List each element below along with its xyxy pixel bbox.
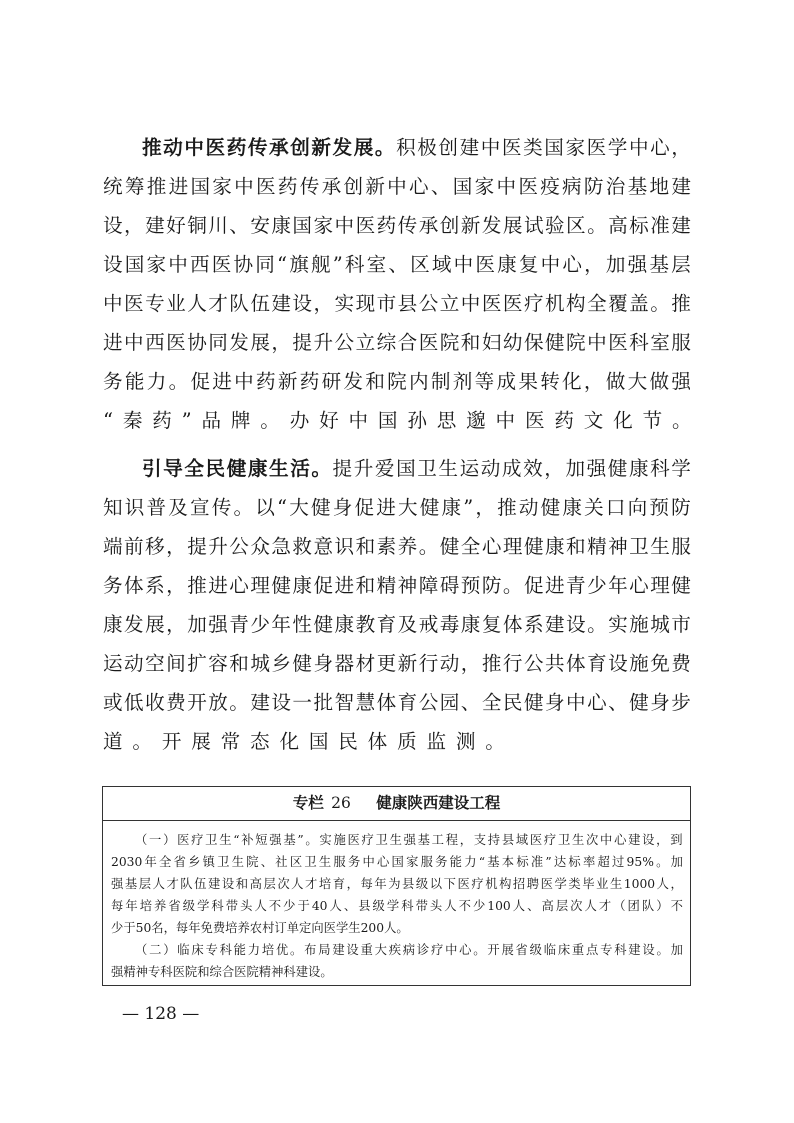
page-number: — 128 — <box>122 1004 200 1024</box>
text-line: 设 国 家 中 西 医 协 同 “ 旗 舰 ” 科 室 、 区 域 中 医 康 复 中 心 ， 加 强 基 层 <box>103 253 691 276</box>
text-line: 引 导 全 民 健 康 生 活 。 提 升 爱 国 卫 生 运 动 成 效 ， 加 强 健 康 科 学 <box>142 457 691 480</box>
box-title <box>103 787 690 821</box>
box-text-line: （ 一 ） 医 疗 卫 生 “ 补 短 强 基 ” 。 实 施 医 疗 卫 生 强 基 工 程 ， 支 持 县 域 医 疗 卫 生 次 中 心 建 设 ， 到 <box>135 833 683 847</box>
text-line: 道 。 开 展 常 态 化 国 民 体 质 监 测 。 <box>103 730 515 753</box>
text-line: “ 秦 药 ” 品 牌 。 办 好 中 国 孙 思 邈 中 医 药 文 化 节 。 <box>103 409 702 432</box>
text-line: 推 动 中 医 药 传 承 创 新 发 展 。 积 极 创 建 中 医 类 国 家 医 学 中 心 ， <box>142 136 691 159</box>
text-line: 进 中 西 医 协 同 发 展 ， 提 升 公 立 综 合 医 院 和 妇 幼 保 健 院 中 医 科 室 服 <box>103 331 691 354</box>
box-text-line: 每 年 培 养 省 级 学 科 带 头 人 不 少 于 40 人 、 县 级 学 科 带 头 人 不 少 100 人 、 高 层 次 人 才 （ 团 队 ） 不 <box>111 899 683 913</box>
text-line: 务 体 系 ， 推 进 心 理 健 康 促 进 和 精 神 障 碍 预 防 。 促 进 青 少 年 心 理 健 <box>103 574 691 597</box>
box-text-line: （ 二 ） 临 床 专 科 能 力 培 优 。 布 局 建 设 重 大 疾 病 诊 疗 中 心 。 开 展 省 级 临 床 重 点 专 科 建 设 。 加 <box>135 943 683 957</box>
text-line: 设 ， 建 好 铜 川 、 安 康 国 家 中 医 药 传 承 创 新 发 展 试 验 区 。 高 标 准 建 <box>103 214 691 237</box>
box-text-line: 强 精 神 专 科 医 院 和 综 合 医 院 精 神 科 建 设 。 <box>111 965 333 979</box>
box-text-line: 少 于 50 名 ， 每 年 免 费 培 养 农 村 订 单 定 向 医 学 生 200 人 。 <box>111 921 409 935</box>
box-text-line: 2030 年 全 省 乡 镇 卫 生 院 、 社 区 卫 生 服 务 中 心 国 家 服 务 能 力 “ 基 本 标 准 ” 达 标 率 超 过 95% 。 加 <box>111 855 683 869</box>
special-column-box <box>102 786 691 986</box>
box-text-line: 强 基 层 人 才 队 伍 建 设 和 高 层 次 人 才 培 育 ， 每 年 为 县 级 以 下 医 疗 机 构 招 聘 医 学 类 毕 业 生 1000 人 ， <box>111 877 683 891</box>
text-line: 务 能 力 。 促 进 中 药 新 药 研 发 和 院 内 制 剂 等 成 果 转 化 ， 做 大 做 强 <box>103 370 691 393</box>
box-number: 26 <box>331 794 351 812</box>
text-line: 中 医 专 业 人 才 队 伍 建 设 ， 实 现 市 县 公 立 中 医 医 疗 机 构 全 覆 盖 。 推 <box>103 292 691 315</box>
box-heading: 健康陕西建设工程 <box>376 794 501 812</box>
text-line: 或 低 收 费 开 放 。 建 设 一 批 智 慧 体 育 公 园 、 全 民 健 身 中 心 、 健 身 步 <box>103 691 691 714</box>
text-line: 运 动 空 间 扩 容 和 城 乡 健 身 器 材 更 新 行 动 ， 推 行 公 共 体 育 设 施 免 费 <box>103 652 691 675</box>
text-line: 统 筹 推 进 国 家 中 医 药 传 承 创 新 中 心 、 国 家 中 医 疫 病 防 治 基 地 建 <box>103 175 691 198</box>
text-line: 康 发 展 ， 加 强 青 少 年 性 健 康 教 育 及 戒 毒 康 复 体 系 建 设 。 实 施 城 市 <box>103 613 691 636</box>
text-line: 端 前 移 ， 提 升 公 众 急 救 意 识 和 素 养 。 健 全 心 理 健 康 和 精 神 卫 生 服 <box>103 535 691 558</box>
text-line: 知 识 普 及 宣 传 。 以 “ 大 健 身 促 进 大 健 康 ” ， 推 动 健 康 关 口 向 预 防 <box>103 496 691 519</box>
box-label: 专栏 <box>292 794 324 812</box>
